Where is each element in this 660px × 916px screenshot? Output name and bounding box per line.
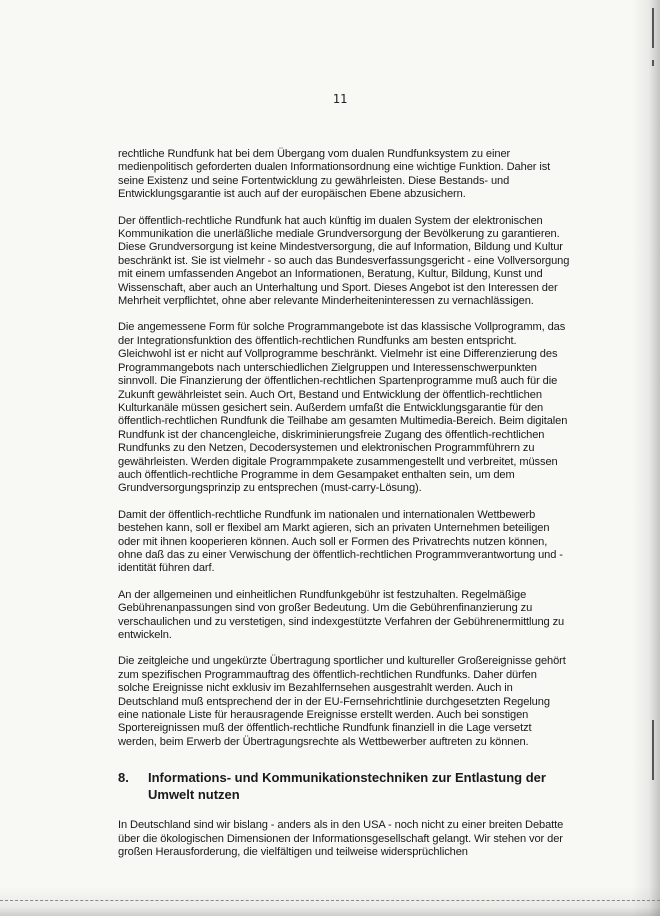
paragraph: Die angemessene Form für solche Programmangebote ist das klassische Vollprogramm, das der Integrationsfunktion des öffentlich-rechtlichen Rundfunks am besten entspricht. Gleichwohl ist er nicht auf Vollprogramme beschränkt. Vielmehr ist eine Differenzierung des Programmangebots nach unterschiedlichen Zielgruppen und Interessenschwerpunkten sinnvoll. Die Finanzierung der öffentlichen-rechtlichen Spartenprogramme muß auch für die Zukunft gewährleistet sein. Auch Ort, Bestand und Entwicklung der öffentlich-rechtlichen Kulturkanäle müssen gesichert sein. Außerdem umfaßt die Entwicklungsgarantie für den öffentlich-rechtlichen Rundfunk die Teilhabe am gesamten Multimedia-Bereich. Beim digitalen Rundfunk ist der chancengleiche, diskriminierungsfreie Zugang des öffentlich-rechtlichen Rundfunks zu den Netzen, Decodersystemen und elektronischen Programmführern zu gewährleisten. Werden digitale Programmpakete zusammengestellt und verbreitet, müssen auch öffentlich-rechtliche Programme in dem Gesampaket enthalten sein, um dem Grundversorgungsprinzip zu entsprechen (must-carry-Lösung). [118,321,568,495]
paragraph: rechtliche Rundfunk hat bei dem Übergang vom dualen Rundfunksystem zu einer medienpolitisch geforderten dualen Informationsordnung eine wichtige Funktion. Daher ist seine Existenz und seine Fortentwicklung zu gewährleisten. Diese Bestands- und Entwicklungsgarantie ist auch auf der europäischen Ebene abzusichern. [118,148,551,201]
scan-mark [652,8,654,48]
scan-mark [652,60,654,66]
paragraph: In Deutschland sind wir bislang - anders als in den USA - noch nicht zu einer breiten Debatte über die ökologischen Dimensionen der Informationsgesellschaft gelangt. Wir stehen vor der großen Herausforderung, die vielfältigen und teilweise widersprüchlichen [118,819,564,859]
scan-shadow-right [632,0,660,916]
section-number: 8. [118,770,129,786]
page-number: 11 [332,92,348,106]
scan-mark [652,720,654,780]
paragraph: Damit der öffentlich-rechtliche Rundfunk im nationalen und internationalen Wettbewerb bestehen kann, soll er flexibel am Markt agieren, sich an privaten Unternehmen beteiligen oder mit ihnen kooperieren können. Auch soll er Formen des Privatrechts nutzen können, ohne daß das zu einer Verwischung der öffentlich-rechtlichen Programmverantwortung und -identität führen darf. [118,508,563,575]
body-text [118,148,570,872]
paragraph: Die zeitgleiche und ungekürzte Übertragung sportlicher und kultureller Großereignisse gehört zum spezifischen Programmauftrag des öffentlich-rechtlichen Rundfunks. Daher dürfen solche Ereignisse nicht exklusiv im Bezahlfernsehen ausgestrahlt werden. Auch in Deutschland muß entsprechend der in der EU-Fernsehrichtlinie durchgesetzten Regelung eine nationale Liste für herausragende Ereignisse erstellt werden. Auch bei sonstigen Sportereignissen muß der öffentlich-rechtliche Rundfunk finanziell in die Lage versetzt werden, beim Erwerb der Übertragungsrechte als Wettbewerber auftreten zu können. [118,655,566,748]
paragraph: Der öffentlich-rechtliche Rundfunk hat auch künftig im dualen System der elektronischen Kommunikation die unerläßliche mediale Grundversorgung der Bevölkerung zu garantieren. Diese Grundversorgung ist keine Mindestversorgung, die auf Information, Bildung und Kultur beschränkt ist. Sie ist vielmehr - so auch das Bundesverfassungsgericht - eine Vollversorgung mit einem umfassenden Angebot an Informationen, Beratung, Kultur, Bildung, Kunst und Wissenschaft, aber auch an Unterhaltung und Sport. Dieses Angebot ist den Interessen der Mehrheit verpflichtet, ohne aber relevante Minderheiteninteressen zu vernachlässigen. [118,214,570,308]
section-title: Informations- und Kommunikationstechniken zur Entlastung der Umwelt nutzen [148,770,546,803]
paragraph: An der allgemeinen und einheitlichen Rundfunkgebühr ist festzuhalten. Regelmäßige Gebührenanpassungen sind von großer Bedeutung. Um die Gebührenfinanzierung zu verschaulichen und zu verstetigen, sind indexgestützte Verfahren der Gebührenermittlung zu entwickeln. [118,588,565,641]
scan-bottom-line [0,900,660,902]
section-heading [118,769,570,803]
